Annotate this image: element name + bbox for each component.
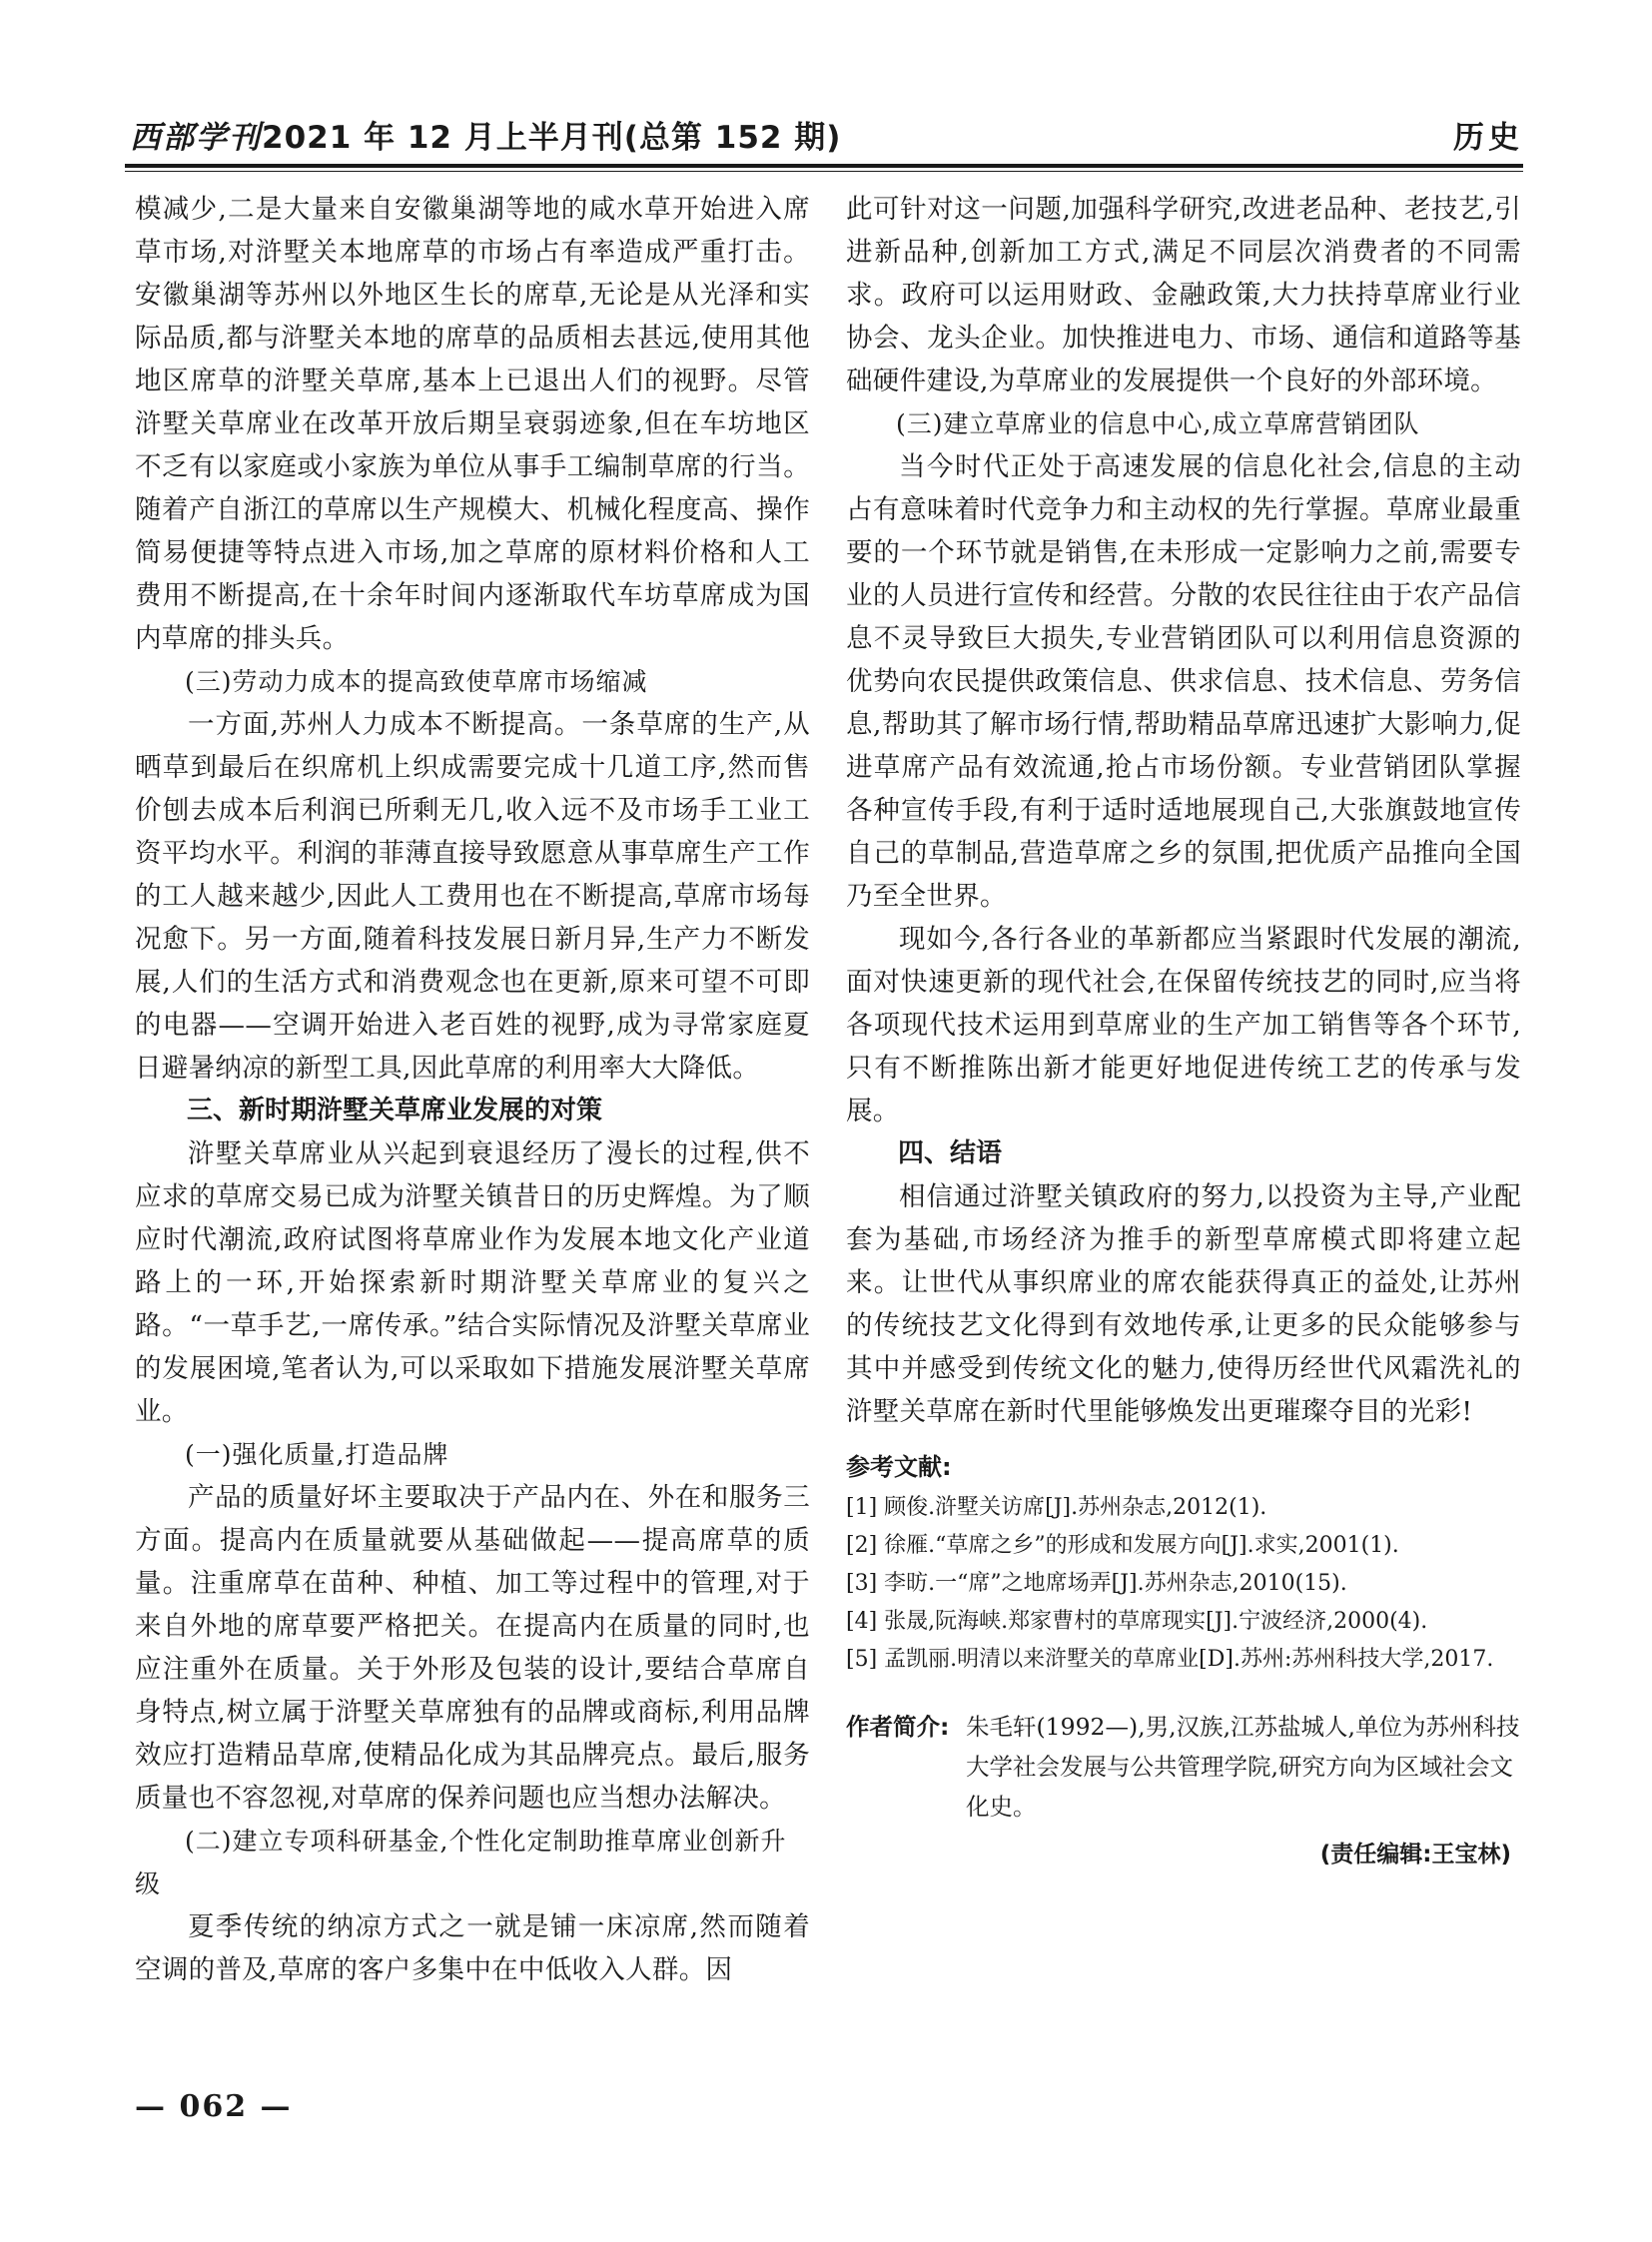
section-label: 历史	[1453, 120, 1523, 156]
subsection-heading: (三)劳动力成本的提高致使草席市场缩减	[185, 667, 648, 696]
responsible-editor: (责任编辑:王宝林)	[1319, 1842, 1511, 1868]
subsection-heading: (一)强化质量,打造品牌	[185, 1440, 449, 1469]
reference-item: [4] 张晟,阮海峡.郑家曹村的草席现实[J].宁波经济,2000(4).	[846, 1609, 1428, 1634]
paragraph: 当今时代正处于高速发展的信息化社会,信息的主动占有意味着时代竞争力和主动权的先行掌握。草席业最重要的一个环节就是销售,在未形成一定影响力之前,需要专业的人员进行宣传和经营。分散的农民往往由于农产品信息不灵导致巨大损失,专业营销团队可以利用信息资源的优势向农民提供政策信息、供求信息、技术信息、劳务信息,帮助其了解市场行情,帮助精品草席迅速扩大影响力,促进草席产品有效流通,抢占市场份额。专业营销团队掌握各种宣传手段,有利于适时适地展现自己,大张旗鼓地宣传自己的草制品,营造草席之乡的氛围,把优质产品推向全国乃至全世界。	[846, 451, 1521, 912]
author-bio	[846, 1707, 1521, 1827]
paragraph: 一方面,苏州人力成本不断提高。一条草席的生产,从晒草到最后在织席机上织成需要完成十几道工序,然而售价刨去成本后利润已所剩无几,收入远不及市场手工业工资平均水平。利润的菲薄直接导致愿意从事草席生产工作的工人越来越少,因此人工费用也在不断提高,草席市场每况愈下。另一方面,随着科技发展日新月异,生产力不断发展,人们的生活方式和消费观念也在更新,原来可望不可即的电器——空调开始进入老百姓的视野,成为寻常家庭夏日避暑纳凉的新型工具,因此草席的利用率大大降低。	[135, 709, 810, 1084]
paragraph: 相信通过浒墅关镇政府的努力,以投资为主导,产业配套为基础,市场经济为推手的新型草席模式即将建立起来。让世代从事织席业的席农能获得真正的益处,让苏州的传统技艺文化得到有效地传承,让更多的民众能够参与其中并感受到传统文化的魅力,使得历经世代风霜洗礼的浒墅关草席在新时代里能够焕发出更璀璨夺目的光彩!	[846, 1181, 1521, 1427]
paragraph: 此可针对这一问题,加强科学研究,改进老品种、老技艺,引进新品种,创新加工方式,满足不同层次消费者的不同需求。政府可以运用财政、金融政策,大力扶持草席业行业协会、龙头企业。加快推进电力、市场、通信和道路等基础硬件建设,为草席业的发展提供一个良好的外部环境。	[846, 194, 1521, 396]
reference-item: [2] 徐雁.“草席之乡”的形成和发展方向[J].求实,2001(1).	[846, 1533, 1399, 1558]
journal-logo: 西部学刊	[130, 120, 262, 156]
reference-item: [5] 孟凯丽.明清以来浒墅关的草席业[D].苏州:苏州科技大学,2017.	[846, 1647, 1494, 1672]
paragraph: 夏季传统的纳凉方式之一就是铺一床凉席,然而随着空调的普及,草席的客户多集中在中低收入人群。因	[135, 1911, 810, 1985]
subsection-heading: (二)建立专项科研基金,个性化定制助推草席业创新升级	[135, 1827, 787, 1898]
paragraph: 模减少,二是大量来自安徽巢湖等地的咸水草开始进入席草市场,对浒墅关本地席草的市场占有率造成严重打击。安徽巢湖等苏州以外地区生长的席草,无论是从光泽和实际品质,都与浒墅关本地的席草的品质相去甚远,使用其他地区席草的浒墅关草席,基本上已退出人们的视野。尽管浒墅关草席业在改革开放后期呈衰弱迹象,但在车坊地区不乏有以家庭或小家族为单位从事手工编制草席的行当。随着产自浙江的草席以生产规模大、机械化程度高、操作简易便捷等特点进入市场,加之草席的原材料价格和人工费用不断提高,在十余年时间内逐渐取代车坊草席成为国内草席的排头兵。	[135, 194, 810, 654]
journal-title	[130, 112, 841, 157]
reference-item: [1] 顾俊.浒墅关访席[J].苏州杂志,2012(1).	[846, 1495, 1267, 1520]
author-bio-text: 朱毛轩(1992—),男,汉族,江苏盐城人,单位为苏州科技大学社会发展与公共管理学院,研究方向为区域社会文化史。	[966, 1713, 1520, 1821]
paragraph: 产品的质量好坏主要取决于产品内在、外在和服务三方面。提高内在质量就要从基础做起——提高席草的质量。注重席草在苗种、种植、加工等过程中的管理,对于来自外地的席草要严格把关。在提高内在质量的同时,也应注重外在质量。关于外形及包装的设计,要结合草席自身特点,树立属于浒墅关草席独有的品牌或商标,利用品牌效应打造精品草席,使精品化成为其品牌亮点。最后,服务质量也不容忽视,对草席的保养问题也应当想办法解决。	[135, 1482, 810, 1814]
section-heading: 三、新时期浒墅关草席业发展的对策	[187, 1096, 603, 1125]
header-rule	[125, 164, 1523, 168]
header-rule-thin	[125, 171, 1523, 172]
journal-issue: 2021 年 12 月上半月刊(总第 152 期)	[262, 120, 842, 156]
left-column	[135, 188, 810, 1991]
right-column	[846, 188, 1521, 1874]
references-title: 参考文献:	[846, 1453, 952, 1481]
author-bio-label: 作者简介:	[846, 1713, 950, 1741]
reference-list	[846, 1489, 1521, 1679]
page-number: — 062 —	[135, 2089, 293, 2124]
section-heading: 四、结语	[898, 1138, 1003, 1168]
paragraph: 现如今,各行各业的革新都应当紧跟时代发展的潮流,面对快速更新的现代社会,在保留传统技艺的同时,应当将各项现代技术运用到草席业的生产加工销售等各个环节,只有不断推陈出新才能更好地促进传统工艺的传承与发展。	[846, 924, 1521, 1126]
page-header	[125, 112, 1523, 158]
subsection-heading: (三)建立草席业的信息中心,成立草席营销团队	[896, 409, 1420, 438]
reference-item: [3] 李昉.一“席”之地席场弄[J].苏州杂志,2010(15).	[846, 1571, 1347, 1596]
paragraph: 浒墅关草席业从兴起到衰退经历了漫长的过程,供不应求的草席交易已成为浒墅关镇昔日的历史辉煌。为了顺应时代潮流,政府试图将草席业作为发展本地文化产业道路上的一环,开始探索新时期浒墅关草席业的复兴之路。“一草手艺,一席传承。”结合实际情况及浒墅关草席业的发展困境,笔者认为,可以采取如下措施发展浒墅关草席业。	[135, 1138, 810, 1427]
